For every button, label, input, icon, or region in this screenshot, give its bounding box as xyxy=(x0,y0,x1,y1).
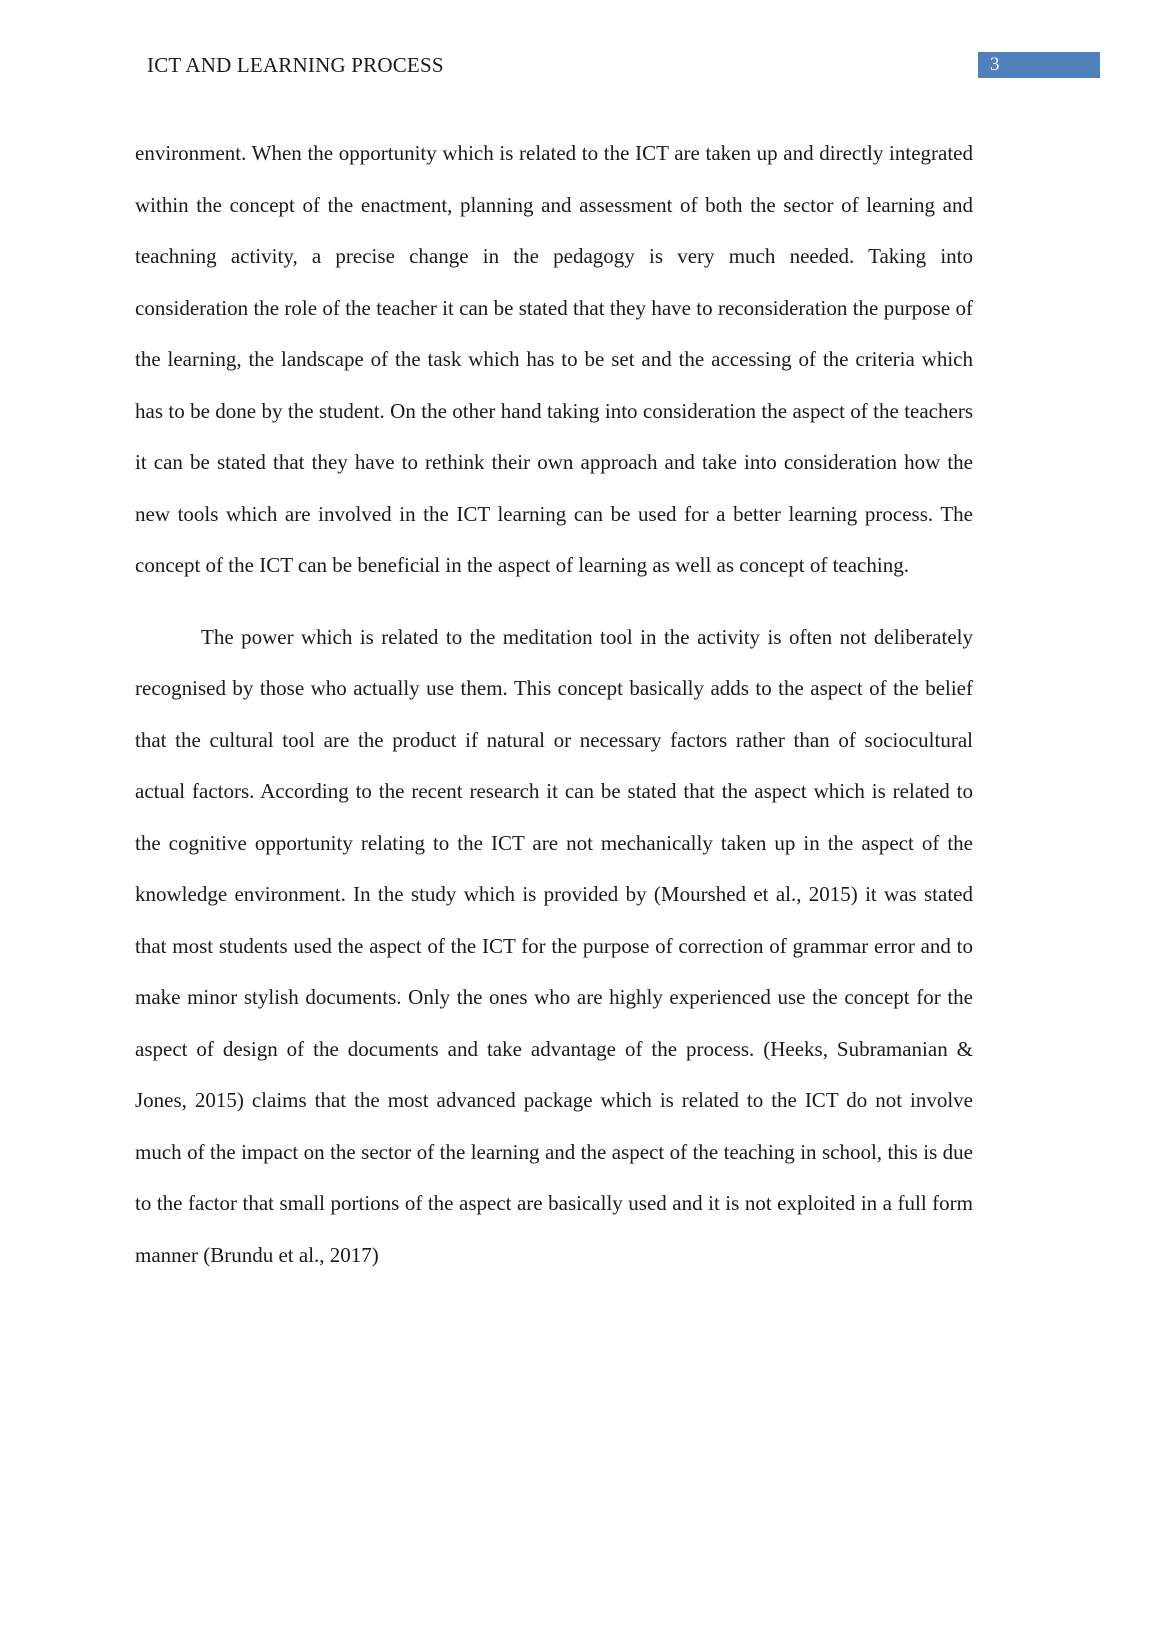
page-number-badge: 3 xyxy=(978,52,1100,78)
running-head: ICT AND LEARNING PROCESS xyxy=(147,52,444,77)
paragraph-1: environment. When the opportunity which is related to the ICT are taken up and directly integrated within the concept of the enactment, planning and assessment of both the sector of learning and teachning activity, a precise change in the pedagogy is very much needed. Taking into consideration the role of the teacher it can be stated that they have to reconsideration the purpose of the learning, the landscape of the task which has to be set and the accessing of the criteria which has to be done by the student. On the other hand taking into consideration the aspect of the teachers it can be stated that they have to rethink their own approach and take into consideration how the new tools which are involved in the ICT learning can be used for a better learning process. The concept of the ICT can be beneficial in the aspect of learning as well as concept of teaching. xyxy=(135,141,973,577)
page-header xyxy=(135,52,1100,78)
document-body xyxy=(135,128,973,1301)
paragraph-2: The power which is related to the meditation tool in the activity is often not deliberately recognised by those who actually use them. This concept basically adds to the aspect of the belief that the cultural tool are the product if natural or necessary factors rather than of sociocultural actual factors. According to the recent research it can be stated that the aspect which is related to the cognitive opportunity relating to the ICT are not mechanically taken up in the aspect of the knowledge environment. In the study which is provided by (Mourshed et al., 2015) it was stated that most students used the aspect of the ICT for the purpose of correction of grammar error and to make minor stylish documents. Only the ones who are highly experienced use the concept for the aspect of design of the documents and take advantage of the process. (Heeks, Subramanian & Jones, 2015) claims that the most advanced package which is related to the ICT do not involve much of the impact on the sector of the learning and the aspect of the teaching in school, this is due to the factor that small portions of the aspect are basically used and it is not exploited in a full form manner (Brundu et al., 2017) xyxy=(135,624,973,1267)
